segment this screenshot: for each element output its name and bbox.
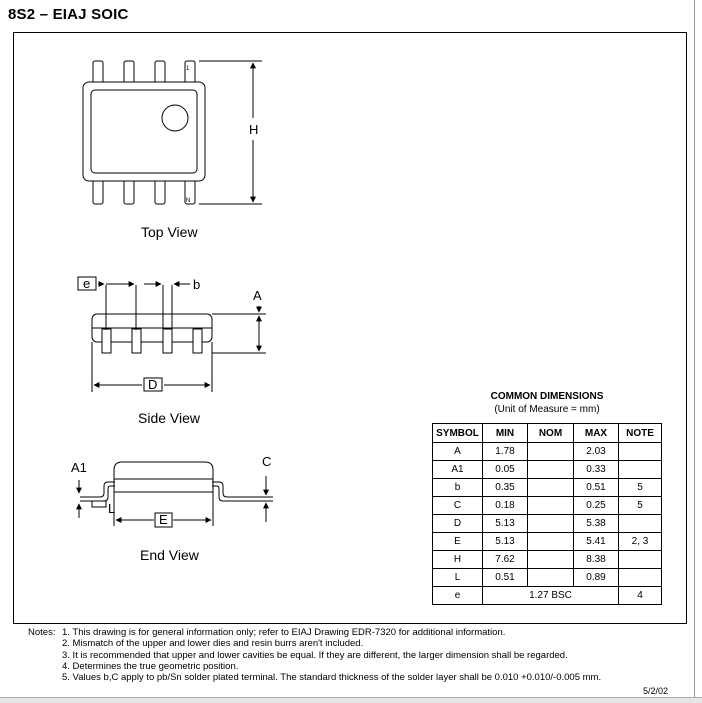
note-item: 4. Determines the true geometric position. [62, 660, 239, 672]
col-max-header: MAX [574, 424, 619, 443]
cell-note [619, 551, 662, 569]
note-item: 1. This drawing is for general information only; refer to EIAJ Drawing EDR-7320 for additional information. [62, 627, 506, 638]
horizontal-scrollbar[interactable] [0, 697, 702, 703]
cell-symbol: e [433, 587, 483, 605]
cell-min: 0.05 [483, 461, 528, 479]
table-row [433, 479, 662, 497]
cell-max: 2.03 [574, 443, 619, 461]
dim-E-label: E [159, 512, 168, 527]
col-min-header: MIN [483, 424, 528, 443]
table-row [433, 515, 662, 533]
cell-nom [528, 515, 574, 533]
cell-max: 5.41 [574, 533, 619, 551]
cell-note [619, 461, 662, 479]
col-note-header: NOTE [619, 424, 662, 443]
col-symbol-header: SYMBOL [433, 424, 483, 443]
cell-symbol: L [433, 569, 483, 587]
cell-note: 4 [619, 587, 662, 605]
table-row [433, 497, 662, 515]
col-nom-header: NOM [528, 424, 574, 443]
table-row [433, 533, 662, 551]
cell-max: 5.38 [574, 515, 619, 533]
dim-e-label: e [83, 276, 91, 291]
top-pin [185, 61, 195, 84]
side-view-drawing [78, 277, 266, 392]
cell-max: 0.89 [574, 569, 619, 587]
cell-note: 2, 3 [619, 533, 662, 551]
cell-symbol: b [433, 479, 483, 497]
note-item: 3. It is recommended that upper and lower cavities be equal. If they are different, the larger dimension shall be regarded. [62, 649, 568, 661]
cell-note [619, 443, 662, 461]
bottom-pin [155, 179, 165, 204]
cell-nom [528, 479, 574, 497]
top-pin [155, 61, 165, 84]
cell-nom [528, 533, 574, 551]
notes-list [62, 627, 702, 683]
end-body [114, 462, 213, 492]
cell-min: 7.62 [483, 551, 528, 569]
cell-max: 8.38 [574, 551, 619, 569]
cell-nom [528, 497, 574, 515]
side-pin [102, 329, 111, 353]
cell-note: 5 [619, 479, 662, 497]
top-pin [124, 61, 134, 84]
cell-note [619, 569, 662, 587]
cell-min: 0.51 [483, 569, 528, 587]
table-row [433, 587, 662, 605]
revision-date: 5/2/02 [643, 686, 669, 696]
pin1-marker [162, 105, 188, 131]
cell-symbol: A1 [433, 461, 483, 479]
cell-min: 1.78 [483, 443, 528, 461]
dimensions-title: COMMON DIMENSIONS [490, 391, 604, 402]
top-view-drawing [83, 61, 262, 204]
side-pin [193, 329, 202, 353]
dimensions-table [432, 423, 662, 605]
dim-A1-label: A1 [71, 460, 87, 475]
table-row [433, 461, 662, 479]
cell-symbol: C [433, 497, 483, 515]
dim-C-label: C [262, 454, 272, 469]
table-row [433, 551, 662, 569]
cell-max: 0.33 [574, 461, 619, 479]
top-view-label: Top View [141, 224, 198, 240]
cell-symbol: H [433, 551, 483, 569]
cell-min: 0.18 [483, 497, 528, 515]
bottom-pin [93, 179, 103, 204]
note-item: 5. Values b,C apply to pb/Sn solder plated terminal. The standard thickness of the solder layer shall be 0.010 +0.010/-0.005 mm. [62, 672, 602, 684]
page-title: 8S2 – EIAJ SOIC [8, 6, 129, 23]
cell-note [619, 515, 662, 533]
notes-label: Notes: [28, 627, 56, 638]
cell-nom [528, 461, 574, 479]
cell-nom [528, 569, 574, 587]
dim-L-box [92, 501, 106, 507]
dim-L-label: L [108, 501, 116, 516]
note-item: 2. Mismatch of the upper and lower dies and resin burrs aren't included. [62, 638, 364, 650]
dimensions-subtitle: (Unit of Measure = mm) [494, 404, 600, 415]
side-view-label: Side View [138, 410, 201, 426]
cell-min: 5.13 [483, 533, 528, 551]
dim-A-label: A [253, 288, 262, 303]
side-pin [163, 329, 172, 353]
cell-min: 0.35 [483, 479, 528, 497]
end-view-label: End View [140, 547, 199, 563]
table-row [433, 443, 662, 461]
table-header-row [433, 424, 662, 443]
cell-nom [528, 443, 574, 461]
pin1-label: 1 [186, 66, 190, 72]
bottom-pin [124, 179, 134, 204]
table-row [433, 569, 662, 587]
side-pin [132, 329, 141, 353]
package-inner-outline [91, 90, 197, 173]
table-body [433, 443, 662, 605]
cell-nom-span: 1.27 BSC [483, 587, 619, 605]
pinN-label: N [186, 198, 191, 204]
top-pin [93, 61, 103, 84]
dim-b-label: b [193, 277, 201, 292]
end-view-drawing [79, 462, 273, 527]
cell-max: 0.25 [574, 497, 619, 515]
cell-note: 5 [619, 497, 662, 515]
dim-D-label: D [148, 377, 158, 392]
cell-max: 0.51 [574, 479, 619, 497]
cell-symbol: E [433, 533, 483, 551]
dim-H-label: H [249, 122, 259, 137]
cell-symbol: A [433, 443, 483, 461]
cell-symbol: D [433, 515, 483, 533]
cell-nom [528, 551, 574, 569]
cell-min: 5.13 [483, 515, 528, 533]
